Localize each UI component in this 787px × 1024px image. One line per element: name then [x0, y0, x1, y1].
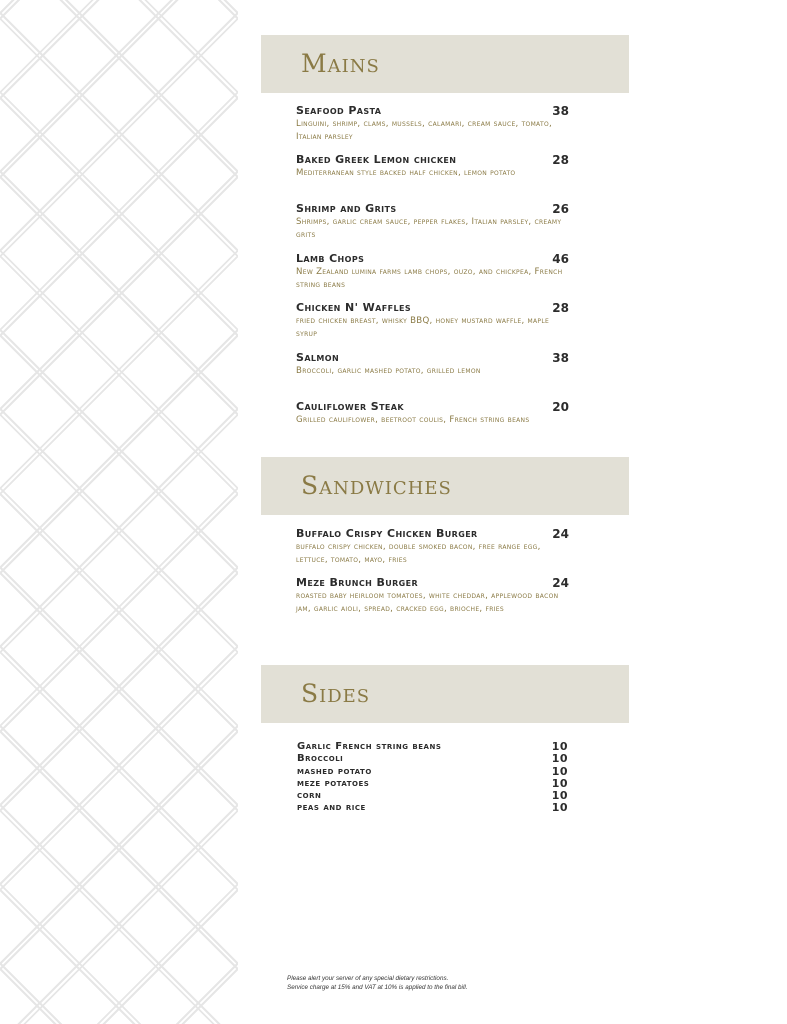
menu-item — [296, 400, 571, 427]
side-name: mashed potato — [297, 765, 372, 777]
item-description: Broccoli, garlic mashed potato, grilled lemon — [296, 366, 481, 376]
footer-notice — [287, 974, 468, 992]
dietary-notice: Please alert your server of any special dietary restrictions. — [287, 975, 449, 982]
service-charge-notice: Service charge at 15% and VAT at 10% is applied to the final bill. — [287, 984, 468, 991]
item-name: Chicken N' Waffles — [296, 301, 411, 314]
menu-item — [296, 351, 571, 378]
list-item — [297, 802, 570, 814]
item-price: 46 — [552, 252, 569, 266]
side-name: peas and rice — [297, 802, 366, 814]
section-header-sides — [261, 665, 629, 723]
item-price: 28 — [552, 301, 569, 315]
section-header-sandwiches — [261, 457, 629, 515]
item-price: 38 — [552, 351, 569, 365]
item-price: 28 — [552, 153, 569, 167]
section-title-sandwiches: Sandwiches — [301, 471, 452, 500]
side-price: 10 — [551, 776, 568, 790]
menu-item — [296, 252, 571, 291]
side-name: Broccoli — [297, 753, 344, 765]
section-header-mains — [261, 35, 629, 93]
section-title-mains: Mains — [301, 49, 380, 78]
menu-item — [296, 301, 571, 340]
item-price: 20 — [552, 400, 569, 414]
item-name: Buffalo Crispy Chicken Burger — [296, 527, 478, 540]
item-price: 24 — [552, 576, 569, 590]
side-name: Garlic French string beans — [297, 741, 442, 752]
side-price: 10 — [551, 764, 568, 778]
item-description: Mediterranean style backed half chicken, lemon potato — [296, 168, 516, 178]
side-price: 10 — [551, 789, 568, 803]
item-name: Salmon — [296, 351, 340, 364]
list-item — [297, 790, 570, 802]
item-name: Cauliflower Steak — [296, 400, 404, 413]
item-price: 24 — [552, 527, 569, 541]
item-price: 26 — [552, 202, 569, 216]
item-name: Shrimp and Grits — [296, 202, 397, 215]
item-description: roasted baby heirloom tomatoes, white cheddar, applewood bacon jam, garlic aioli, spread, cracked egg, brioche, fries — [296, 591, 559, 614]
menu-item — [296, 202, 571, 241]
side-name: meze potatoes — [297, 777, 370, 789]
item-name: Lamb Chops — [296, 252, 365, 265]
side-price: 10 — [551, 801, 568, 815]
list-item — [297, 766, 570, 778]
item-description: buffalo crispy chicken, double smoked bacon, free range egg, lettuce, tomato, mayo, fries — [296, 542, 541, 565]
item-description: Shrimps, garlic cream sauce, pepper flakes, Italian parsley, creamy grits — [296, 217, 562, 240]
list-item — [297, 753, 570, 765]
sides-list — [297, 741, 570, 815]
side-price: 10 — [551, 740, 568, 753]
menu-item — [296, 527, 571, 566]
item-description: fried chicken breast, whisky BBQ, honey mustard waffle, maple syrup — [296, 316, 550, 339]
item-name: Seafood Pasta — [296, 104, 382, 117]
section-title-sides: Sides — [301, 679, 371, 708]
menu-item — [296, 153, 571, 180]
item-description: Grilled cauliflower, beetroot coulis, French string beans — [296, 415, 530, 425]
item-name: Meze Brunch Burger — [296, 576, 419, 589]
item-description: Linguini, shrimp, clams, mussels, calamari, cream sauce, tomato, Italian parsley — [296, 119, 553, 142]
list-item — [297, 778, 570, 790]
menu-item — [296, 576, 571, 615]
item-description: New Zealand lumina farms lamb chops, ouzo, and chickpea, French string beans — [296, 267, 563, 290]
decorative-lattice-pattern — [0, 0, 238, 1024]
item-name: Baked Greek Lemon chicken — [296, 153, 457, 166]
list-item — [297, 741, 570, 753]
menu-item — [296, 104, 571, 143]
side-price: 10 — [551, 752, 568, 766]
item-price: 38 — [552, 104, 569, 118]
side-name: corn — [297, 790, 322, 802]
